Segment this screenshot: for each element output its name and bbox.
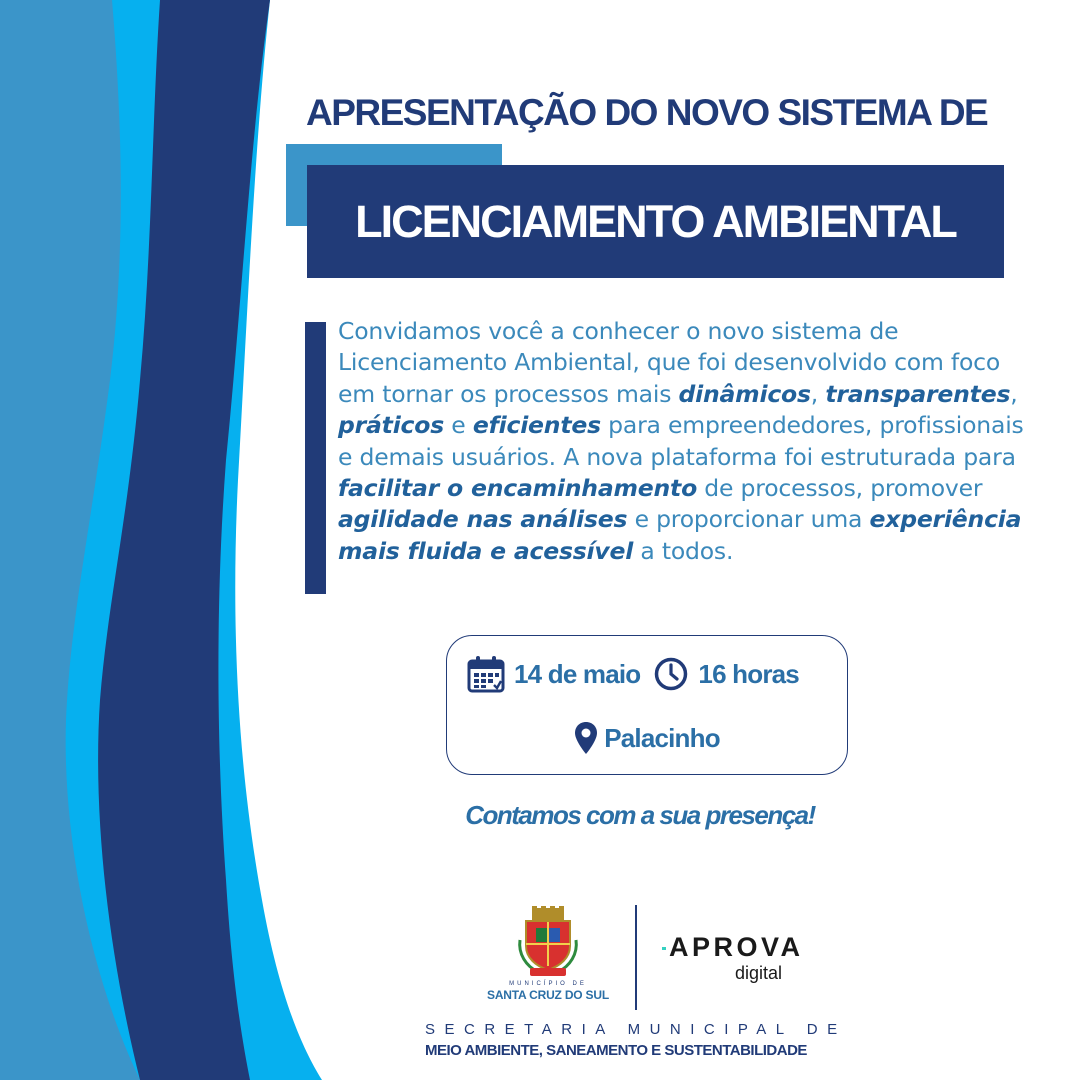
- event-time: 16 horas: [698, 658, 799, 689]
- body-accent-bar: [305, 322, 326, 594]
- location-pin-icon: [574, 721, 598, 755]
- highlight-transparentes: transparentes: [825, 379, 1011, 408]
- body-text-segment: de processos, promover: [697, 474, 983, 503]
- title-top: APRESENTAÇÃO DO NOVO SISTEMA DE: [306, 92, 988, 133]
- highlight-agilidade: agilidade nas análises: [338, 505, 628, 534]
- body-text-segment: Convidamos você a conhecer o novo sistema de Licenciamento Ambiental, que foi desenvolvido com foco em tornar os processos mais: [338, 317, 1001, 408]
- body-text-segment: e proporcionar uma: [627, 505, 870, 534]
- body-text-segment: ,: [810, 379, 826, 408]
- municipal-crest-logo: [516, 906, 580, 983]
- municipio-label: MUNICÍPIO DE: [509, 981, 587, 987]
- secretaria-line2: MEIO AMBIENTE, SANEAMENTO E SUSTENTABILIDADE: [425, 1042, 807, 1059]
- calendar-icon: [467, 655, 505, 693]
- body-paragraph: [338, 316, 1028, 567]
- highlight-facilitar: facilitar o encaminhamento: [338, 474, 698, 503]
- event-date: 14 de maio: [514, 658, 641, 689]
- highlight-experiencia: experiência mais fluida e acessível: [338, 505, 1022, 565]
- highlight-eficientes: eficientes: [472, 411, 601, 440]
- event-datetime-row: [467, 654, 799, 694]
- body-text-segment: ,: [1010, 379, 1018, 408]
- clock-icon: [654, 657, 688, 691]
- event-location-row: [447, 718, 847, 758]
- highlight-praticos: práticos: [338, 411, 445, 440]
- municipio-name: SANTA CRUZ DO SUL: [487, 988, 609, 1002]
- body-text-segment: a todos.: [633, 536, 734, 565]
- logo-divider: [635, 905, 637, 1010]
- highlight-dinamicos: dinâmicos: [678, 379, 811, 408]
- secretaria-line1: SECRETARIA MUNICIPAL DE: [425, 1021, 847, 1038]
- aprova-digital-logo: APROVA: [666, 932, 807, 962]
- event-location: Palacinho: [604, 722, 720, 753]
- aprova-digital-subtitle: digital: [735, 963, 783, 983]
- body-text-segment: para empreendedores, profissionais e demais usuários. A nova plataforma foi estruturada para: [338, 411, 1024, 471]
- closing-message: Contamos com a sua presença!: [465, 800, 815, 830]
- title-main: LICENCIAMENTO AMBIENTAL: [355, 195, 956, 247]
- title-box: [307, 165, 1004, 278]
- event-info-box: [446, 635, 848, 775]
- body-text-segment: e: [444, 411, 473, 440]
